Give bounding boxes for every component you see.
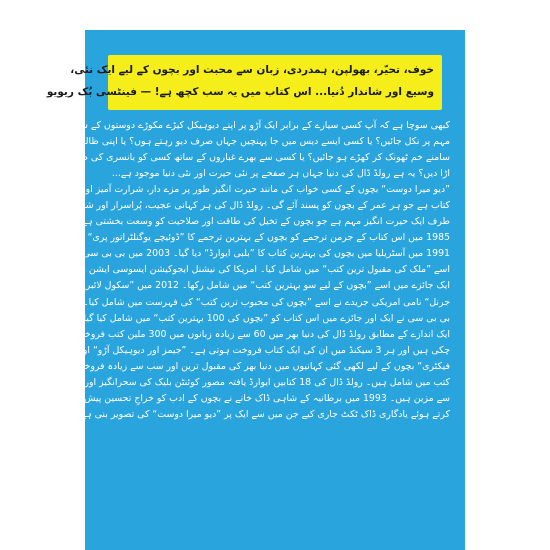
description-line: کرتے ہوئے یادگاری ڈاک ٹکٹ جاری کیے جن میں سے ایک پر ”دیو میرا دوست“ کی تصویر بنی ہے۔ [75,408,450,420]
description-line: اڑا دیں؟ یہ ہے رولڈ ڈال کی دنیا جہاں ہر صفحے پر نئی حیرت اور نئی دنیا موجود ہے... [111,168,450,180]
description-line: مہم پر نکل جائیں؟ یا کسی ایسے دیس میں جا پہنچیں جہاں صرف دیو رہتے ہوں؟ یا اپنی ظالم ہیڈمسٹرس کے [17,136,450,148]
description-line: کتاب ہے جو ہر عمر کے بچوں کو پسند آئے گی۔ رولڈ ڈال کی ہر کہانی عجیب، پُراسرار اور شاندار دنیاؤں کی [26,200,450,212]
description-line: فیکٹری“ بچوں کے لیے لکھی گئی کہانیوں میں دنیا بھر کی مقبول ترین اور سب سے زیادہ فروخت ہونے والی [33,360,450,372]
description-line: 1991 میں آسٹریلیا میں بچوں کی بہترین کتاب کا ”بلبی ایوارڈ“ دیا گیا۔ 2003 میں بی بی سی نے [71,248,450,260]
book-description [0,118,450,423]
description-line: ایک جائزے میں اسے ”بچوں کے لیے سو بہترین کتب“ میں شامل رکھا۔ 2012 میں ”سکول لائبریری [70,280,450,292]
description-line: ایک اندازے کے مطابق رولڈ ڈال کی دنیا بھر میں 60 سے زیادہ زبانوں میں 300 ملین کتب فروخت ہو [62,328,450,340]
quote-line: خوف، تحیّر، بھولپن، ہمدردی، زبان سے محبت اور بچوں کے لیے ایک نئی، [70,64,434,76]
description-line: اسے ”ملک کی مقبول ترین کتب“ میں شامل کیا۔ امریکا کی نیشنل ایجوکیشن ایسوسی ایشن نے 2007 کے [38,264,450,276]
review-quote-box [46,55,442,110]
description-line: سے مزین ہیں۔ 1993 میں برطانیہ کے شاہی ڈاک خانے نے بچوں کے ادب کو خراجِ تحسین پیش [83,392,450,404]
description-line: کبھی سوچا ہے کہ آپ کسی سیارے کے برابر ایک آڑو پر اپنے دیوہیکل کیڑے مکوڑے دوستوں کے ساتھ [68,120,450,131]
description-line: چکی ہیں اور ہر 3 سیکنڈ میں ان کی ایک کتاب فروخت ہوتی ہے۔ ”جیمز اور دیوہیکل آڑو“ اور ”چارلی اور چاکلیٹ [0,344,450,356]
quote-line: وسیع اور شاندار دُنیا... اس کتاب میں یہ سب کچھ ہے! — فینٹسی بُک ریویو [46,86,434,98]
description-line: ”دیو میرا دوست“ بچوں کے کسی خواب کی مانند حیرت انگیز طور پر مزے دار، شرارت آمیز اور پُرلطف [50,184,450,196]
description-line: سامنے خم ٹھونک کر کھڑے ہو جائیں؟ یا کسی سے بھرے غباروں کے ساتھ کسی کو بانسری کی طرح آسمان کی جانب [1,152,450,164]
description-line: جرنل“ نامی امریکی جریدے نے اسے ”بچوں کی محبوب ترین کتب“ کی فہرست میں شامل کیا۔ 2023 میں [38,296,450,308]
description-line: 1985 میں اس کتاب کے جرمن ترجمے کو بچوں کے بہترین ترجمے کا ”ڈوئیچے یوگنلٹراتور پری“ اور [72,232,450,244]
description-line: کتب میں شامل ہیں۔ رولڈ ڈال کی 18 کتابیں ایوارڈ یافتہ مصور کوئنٹن بلیک کی سحرانگیز اور دلآویز تصاویر [30,376,450,388]
description-line: بی بی سی نے ایک اور جائزے میں اس کتاب کو ”بچوں کی 100 بہترین کتب“ میں شامل کیا گیا۔ [78,312,450,324]
description-line: طرف ایک حیرت انگیز مہم ہے جو بچوں کے تخیل کی طاقت اور صلاحیت کو وسعت بخشتی ہے۔ [76,216,450,228]
